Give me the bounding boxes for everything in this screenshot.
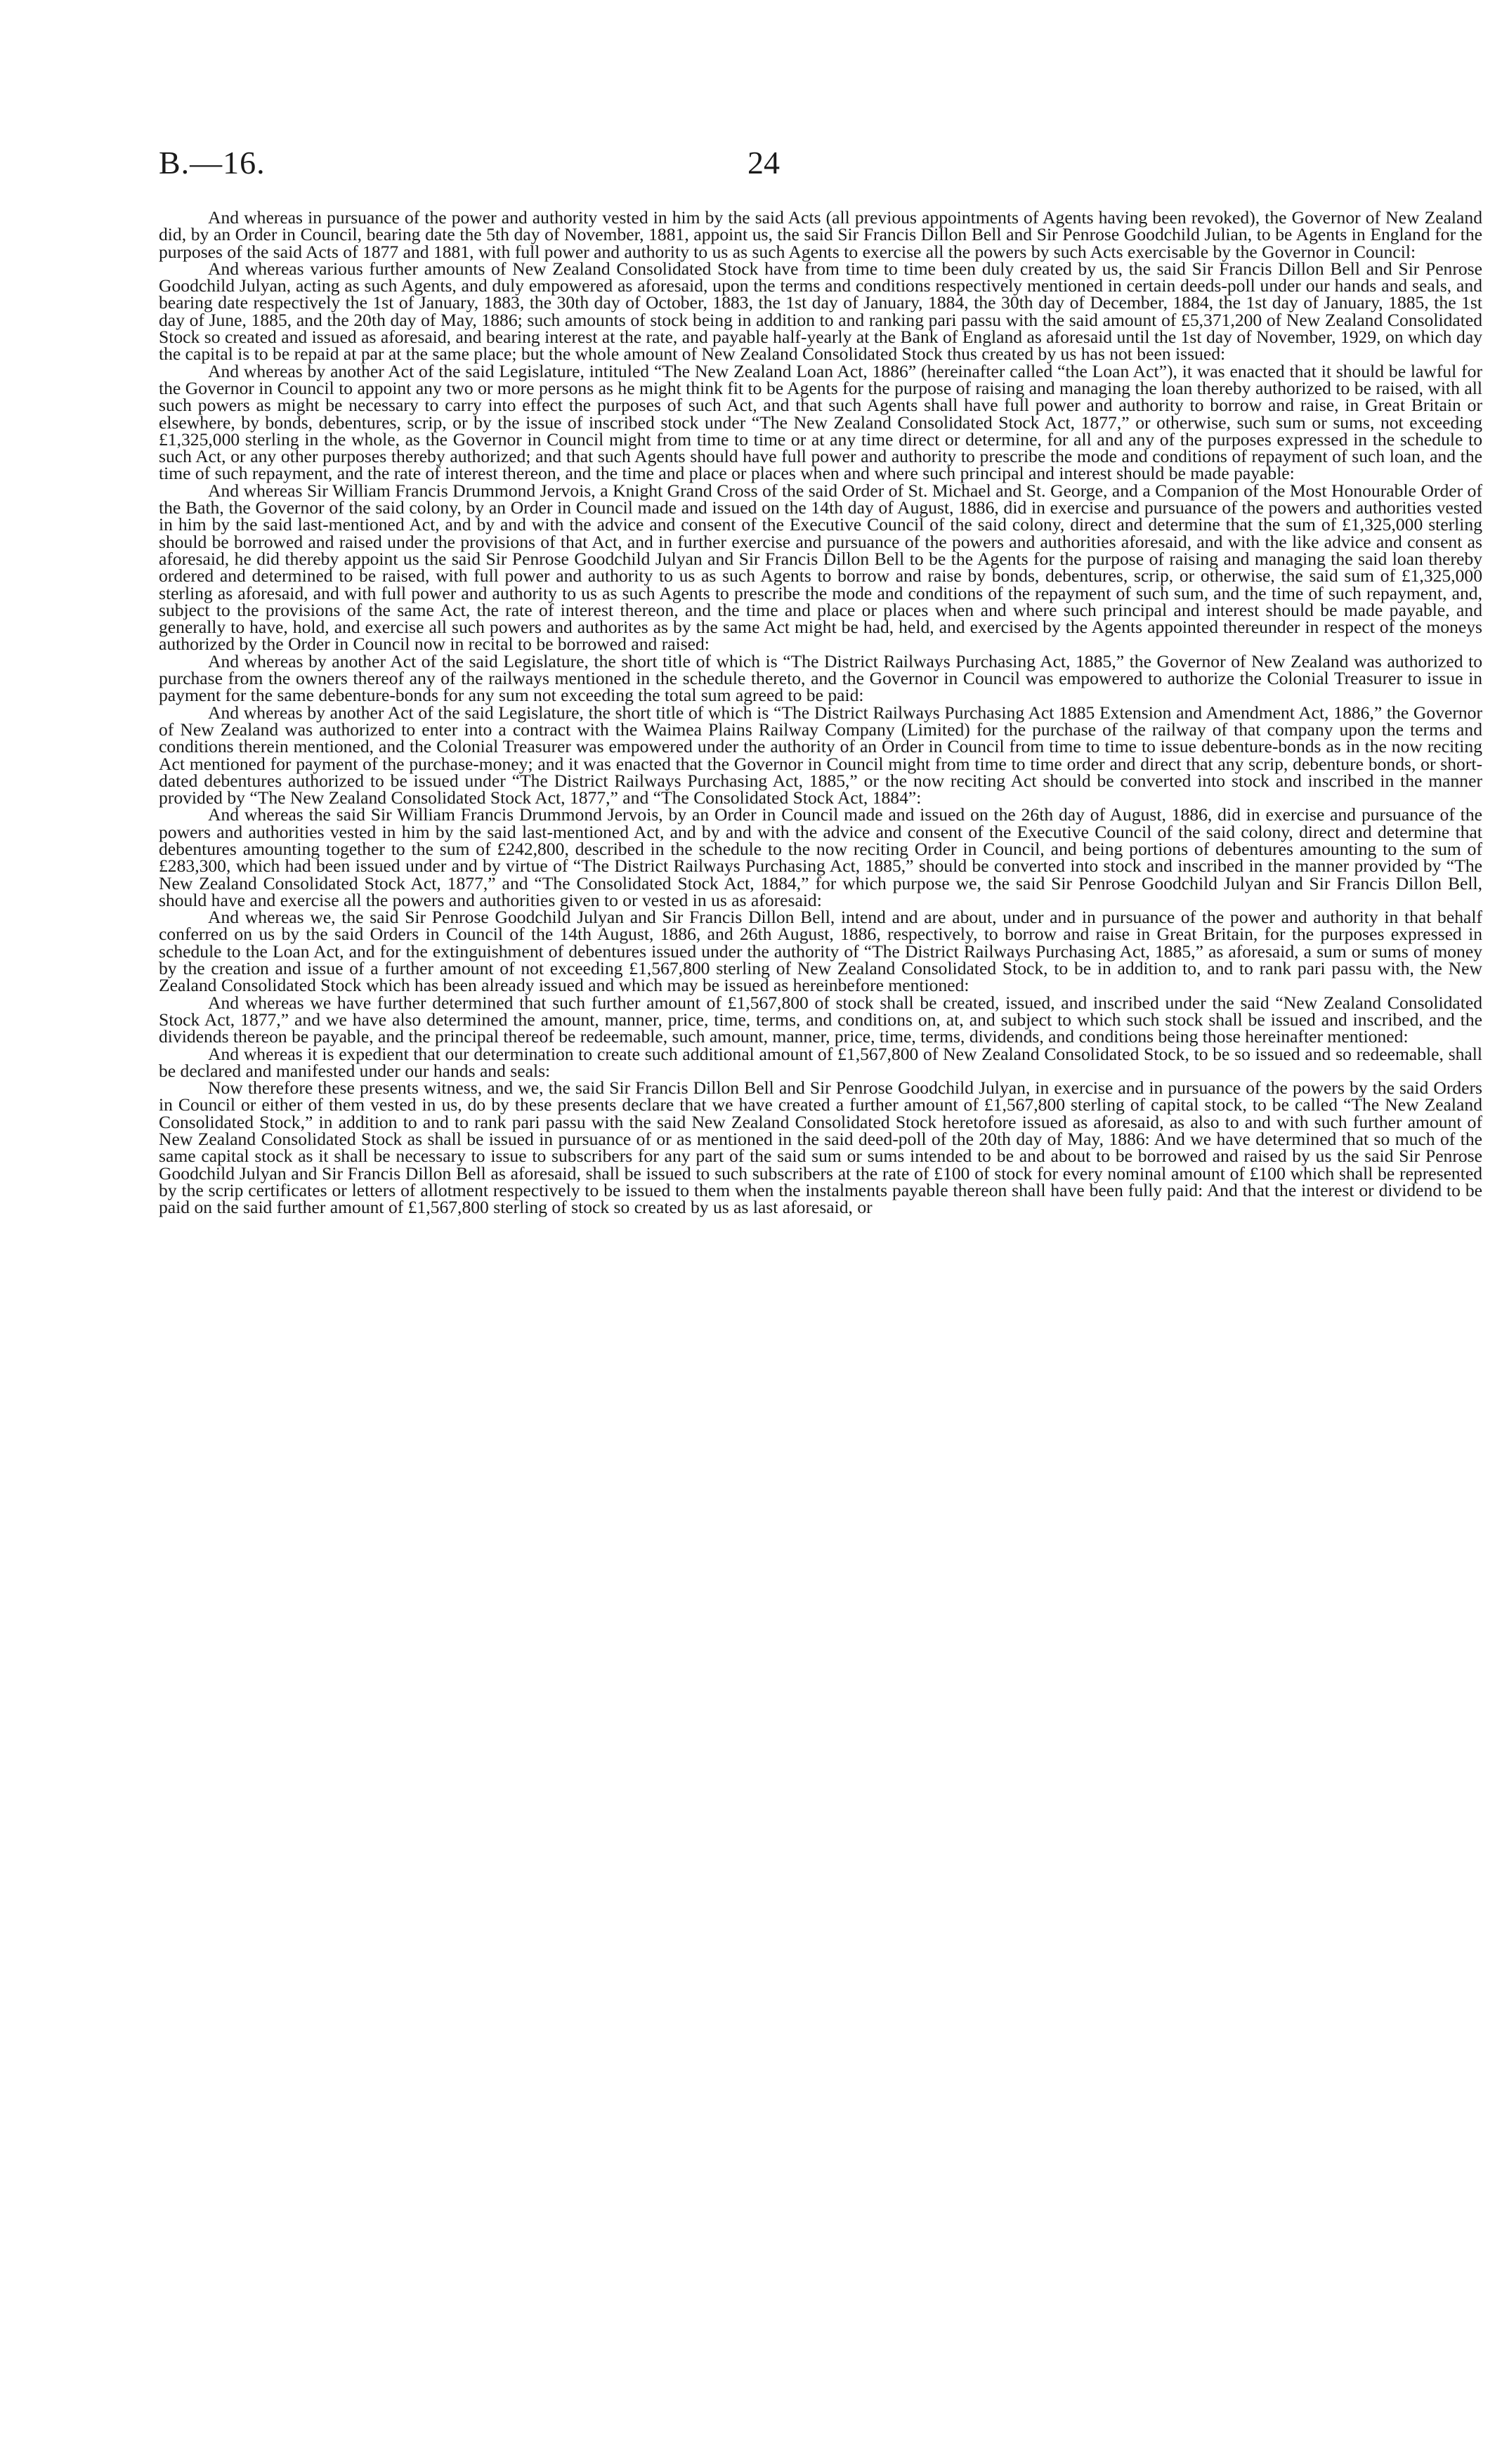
- paragraph: And whereas by another Act of the said Legislature, intituled “The New Zealand Loan Act, 1886” (hereinafter called “the Loan Act”), it was enacted that it should be lawful for the Governor in Council to appoint any two or more persons as he might think fit to be Agents for the purpose of raising and managing the loan thereby authorized to be raised, with all such powers as might be necessary to carry into effect the purposes of such Act, and that such Agents shall have full power and authority to borrow and raise, in Great Britain or elsewhere, by bonds, debentures, scrip, or by the issue of inscribed stock under “The New Zealand Consolidated Stock Act, 1877,” or otherwise, such sum or sums, not exceeding £1,325,000 sterling in the whole, as the Governor in Council might from time to time or at any time direct or determine, for all and any of the purposes expressed in the schedule to such Act, or any other purposes thereby authorized; and that such Agents should have full power and authority to prescribe the mode and conditions of repayment of such loan, and the time of such repayment, and the rate of interest thereon, and the time and place or places when and where such principal and interest should be made payable:: [159, 360, 1482, 484]
- paragraph: And whereas by another Act of the said Legislature, the short title of which is “The District Railways Purchasing Act, 1885,” the Governor of New Zealand was authorized to purchase from the owners thereof any of the railways mentioned in the schedule thereto, and the Governor in Council was empowered to authorize the Colonial Treasurer to issue in payment for the same debenture-bonds for any sum not exceeding the total sum agreed to be paid:: [159, 650, 1482, 706]
- document-body: [159, 209, 1482, 2366]
- paragraph: Now therefore these presents witness, and we, the said Sir Francis Dillon Bell and Sir Penrose Goodchild Julyan, in exercise and in pursuance of the powers by the said Orders in Council or either of them vested in us, do by these presents declare that we have created a further amount of £1,567,800 sterling of capital stock, to be called “The New Zealand Consolidated Stock,” in addition to and to rank pari passu with the said New Zealand Consolidated Stock heretofore issued as aforesaid, as also to and with such further amount of New Zealand Consolidated Stock as shall be issued in pursuance of or as mentioned in the said deed-poll of the 20th day of May, 1886: And we have determined that so much of the same capital stock as it shall be necessary to issue to subscribers for any part of the said sum or sums intended to be and about to be borrowed and raised by us the said Sir Penrose Goodchild Julyan and Sir Francis Dillon Bell as aforesaid, shall be issued to such subscribers at the rate of £100 of stock for every nominal amount of £100 which shall be represented by the scrip certificates or letters of allotment respectively to be issued to them when the instalments payable thereon shall have been fully paid: And that the interest or dividend to be paid on the said further amount of £1,567,800 sterling of stock so created by us as last aforesaid, or: [159, 1077, 1482, 1218]
- paragraph: And whereas the said Sir William Francis Drummond Jervois, by an Order in Council made and issued on the 26th day of August, 1886, did in exercise and pursuance of the powers and authorities vested in him by the said last-mentioned Act, and by and with the advice and consent of the Executive Council of the said colony, direct and determine that debentures amounting together to the sum of £242,800, described in the schedule to the now reciting Order in Council, and being portions of debentures amounting to the sum of £283,300, which had been issued under and by virtue of “The District Railways Purchasing Act, 1885,” should be converted into stock and inscribed in the manner provided by “The New Zealand Consolidated Stock Act, 1877,” and “The Consolidated Stock Act, 1884,” for which purpose we, the said Sir Penrose Goodchild Julyan and Sir Francis Dillon Bell, should have and exercise all the powers and authorities given to or vested in us as aforesaid:: [159, 804, 1482, 910]
- paragraph: And whereas Sir William Francis Drummond Jervois, a Knight Grand Cross of the said Order of St. Michael and St. George, and a Companion of the Most Honourable Order of the Bath, the Governor of the said colony, by an Order in Council made and issued on the 14th day of August, 1886, did in exercise and pursuance of the powers and authorities vested in him by the said last-mentioned Act, and by and with the advice and consent of the Executive Council of the said colony, direct and determine that the sum of £1,325,000 sterling should be borrowed and raised under the provisions of that Act, and in further exercise and pursuance of the powers and authorities aforesaid, and with the like advice and consent as aforesaid, he did thereby appoint us the said Sir Penrose Goodchild Julyan and Sir Francis Dillon Bell to be the Agents for the purpose of raising and managing the said loan thereby ordered and determined to be raised, with full power and authority to us as such Agents to borrow and raise by bonds, debentures, scrip, or otherwise, the said sum of £1,325,000 sterling as aforesaid, and with full power and authority to us as such Agents to prescribe the mode and conditions of the repayment of such sum, and the time of such repayment, and, subject to the provisions of the same Act, the rate of interest thereon, and the time and place or places when and where such principal and interest should be made payable, and generally to have, hold, and exercise all such powers and authorites as by the same Act might be had, held, and exercised by the Agents appointed thereunder in respect of the moneys authorized by the Order in Council now in recital to be borrowed and raised:: [159, 480, 1482, 655]
- paragraph: And whereas it is expedient that our determination to create such additional amount of £1,567,800 of New Zealand Consolidated Stock, to be so issued and so redeemable, shall be declared and manifested under our hands and seals:: [159, 1043, 1482, 1081]
- document-reference: B.—16.: [159, 145, 266, 181]
- page-header: [159, 144, 1480, 186]
- page-number: 24: [747, 145, 780, 181]
- paragraph: And whereas by another Act of the said Legislature, the short title of which is “The District Railways Purchasing Act 1885 Extension and Amendment Act, 1886,” the Governor of New Zealand was authorized to enter into a contract with the Waimea Plains Railway Company (Limited) for the purchase of the railway of that company upon the terms and conditions therein mentioned, and the Colonial Treasurer was empowered under the authority of an Order in Council from time to time to issue debenture-bonds as in the now reciting Act mentioned for payment of the purchase-money; and it was enacted that the Governor in Council might from time to time order and direct that any scrip, debenture bonds, or short-dated debentures authorized to be issued under “The District Railways Purchasing Act, 1885,” or the now reciting Act should be converted into stock and inscribed in the manner provided by “The New Zealand Consolidated Stock Act, 1877,” and “The Consolidated Stock Act, 1884”:: [159, 702, 1482, 808]
- paragraph: And whereas we have further determined that such further amount of £1,567,800 of stock shall be created, issued, and inscribed under the said “New Zealand Consolidated Stock Act, 1877,” and we have also determined the amount, manner, price, time, terms, and conditions on, at, and subject to which such stock shall be issued and inscribed, and the dividends thereon be payable, and the principal thereof be redeemable, such amount, manner, price, time, terms, dividends, and conditions being those hereinafter mentioned:: [159, 992, 1482, 1047]
- paragraph: And whereas various further amounts of New Zealand Consolidated Stock have from time to time been duly created by us, the said Sir Francis Dillon Bell and Sir Penrose Goodchild Julyan, acting as such Agents, and duly empowered as aforesaid, upon the terms and conditions respectively mentioned in certain deeds-poll under our hands and seals, and bearing date respectively the 1st of January, 1883, the 30th day of October, 1883, the 1st day of January, 1884, the 30th day of December, 1884, the 1st day of January, 1885, the 1st day of June, 1885, and the 20th day of May, 1886; such amounts of stock being in addition to and ranking pari passu with the said amount of £5,371,200 of New Zealand Consolidated Stock so created and issued as aforesaid, and bearing interest at the rate, and payable half-yearly at the Bank of England as aforesaid until the 1st day of November, 1929, on which day the capital is to be repaid at par at the same place; but the whole amount of New Zealand Consolidated Stock thus created by us has not been issued:: [159, 258, 1482, 365]
- paragraph: And whereas in pursuance of the power and authority vested in him by the said Acts (all previous appointments of Agents having been revoked), the Governor of New Zealand did, by an Order in Council, bearing date the 5th day of November, 1881, appoint us, the said Sir Francis Dillon Bell and Sir Penrose Goodchild Julian, to be Agents in England for the purposes of the said Acts of 1877 and 1881, with full power and authority to us as such Agents to exercise all the powers by such Acts exercisable by the Governor in Council:: [159, 209, 1482, 262]
- paragraph: And whereas we, the said Sir Penrose Goodchild Julyan and Sir Francis Dillon Bell, intend and are about, under and in pursuance of the power and authority in that behalf conferred on us by the said Orders in Council of the 14th August, 1886, and 26th August, 1886, respectively, to borrow and raise in Great Britain, for the purposes expressed in schedule to the Loan Act, and for the extinguishment of debentures issued under the authority of “The District Railways Purchasing Act, 1885,” as aforesaid, a sum or sums of money by the creation and issue of a further amount of not exceeding £1,567,800 sterling of New Zealand Consolidated Stock, to be in addition to, and to rank pari passu with, the New Zealand Consolidated Stock which has been already issued and which may be issued as hereinbefore mentioned:: [159, 907, 1482, 996]
